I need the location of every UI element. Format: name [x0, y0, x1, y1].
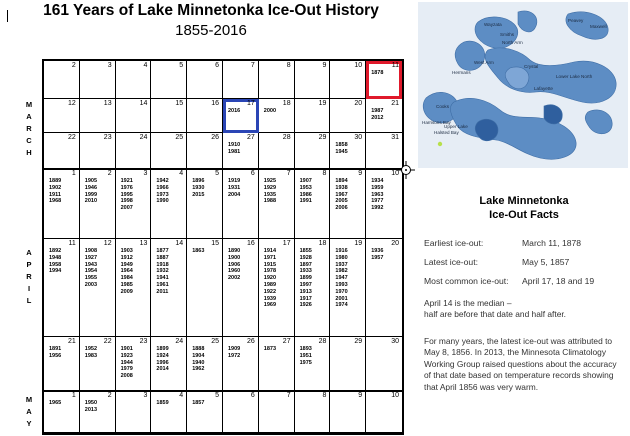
calendar-day-march-13: [80, 99, 116, 133]
calendar-day-april-7: [259, 169, 295, 239]
ice-out-years: 1907 1953 1986 1991: [299, 178, 312, 205]
calendar-day-may-3: [116, 391, 152, 433]
map-label: Upper Lake: [444, 124, 468, 129]
median-line2: half are before that date and half after.: [424, 309, 567, 320]
day-number: 24: [139, 134, 148, 141]
ice-out-years: 1910 1981: [228, 142, 241, 155]
day-number: 29: [318, 134, 327, 141]
month-letter: A: [26, 112, 32, 121]
calendar-day-may-1: [44, 391, 80, 433]
day-number: 3: [143, 392, 148, 399]
calendar-day-march-5: [151, 61, 187, 99]
day-number: 7: [286, 170, 291, 177]
day-number: 3: [107, 62, 112, 69]
calendar-day-march-10: [330, 61, 366, 99]
text-cursor: [7, 10, 8, 22]
ice-out-years: 1878: [371, 70, 384, 76]
calendar-day-april-28: [295, 337, 331, 391]
day-number: 15: [175, 100, 184, 107]
calendar-day-may-7: [259, 391, 295, 433]
calendar-day-march-20: [330, 99, 366, 133]
map-marker-icon: [438, 142, 442, 146]
history-note: For many years, the latest ice-out was attributed to May 8, 1856. In 2013, the Minnesota Climatology Working Group raised questions about the accuracy of that date based on temperature records showing that April 1856 was very warm.: [424, 336, 617, 392]
calendar-day-may-6: [223, 391, 259, 433]
page-title: 161 Years of Lake Minnetonka Ice-Out History: [43, 2, 379, 19]
ice-out-calendar: [42, 59, 404, 435]
day-number: 6: [215, 62, 219, 69]
calendar-day-april-17: [259, 239, 295, 337]
day-number: 6: [250, 170, 255, 177]
calendar-day-april-2: [80, 169, 116, 239]
day-number: 6: [250, 392, 255, 399]
calendar-day-april-25: [187, 337, 223, 391]
day-number: 10: [391, 392, 399, 399]
day-number: 5: [215, 170, 219, 177]
day-number: 2: [71, 62, 76, 69]
ice-out-years: 1919 1931 2004: [228, 178, 241, 198]
calendar-day-april-27: [259, 337, 295, 391]
ice-out-years: 1925 1929 1935 1988: [263, 178, 277, 205]
ice-out-years: 1891 1956: [49, 346, 62, 359]
day-number: 16: [247, 240, 255, 247]
calendar-day-march-24: [116, 133, 152, 169]
calendar-day-march-21: [366, 99, 402, 133]
fact-most-common: [424, 276, 595, 286]
day-number: 3: [143, 170, 148, 177]
day-number: 12: [68, 100, 76, 107]
calendar-day-april-26: [223, 337, 259, 391]
day-number: 25: [211, 338, 219, 345]
month-letter: H: [26, 148, 32, 157]
day-number: 14: [175, 240, 184, 247]
ice-out-years: 1942 1966 1973 1990: [156, 178, 169, 205]
fact-earliest: [424, 238, 582, 248]
day-number: 2: [107, 170, 112, 177]
day-number: 15: [211, 240, 219, 247]
day-number: 4: [143, 62, 148, 69]
day-number: 1: [71, 170, 76, 177]
day-number: 26: [211, 134, 219, 141]
calendar-day-april-22: [80, 337, 116, 391]
calendar-day-april-15: [187, 239, 223, 337]
month-letter: M: [25, 100, 33, 109]
ice-out-years: 1889 1902 1911 1968: [49, 178, 62, 205]
calendar-day-march-30: [330, 133, 366, 169]
calendar-day-march-9: [295, 61, 331, 99]
day-number: 5: [179, 62, 184, 69]
day-number: 27: [282, 338, 291, 345]
ice-out-years: 1903 1912 1949 1964 1984 1985 2009: [120, 248, 133, 295]
fact-value: March 11, 1878: [522, 238, 582, 248]
ice-out-years: 1916 1980 1937 1982 1947 1993 1970 2001 1974: [335, 248, 348, 309]
ice-out-years: 1892 1948 1958 1994: [49, 248, 62, 275]
month-letter: R: [26, 272, 32, 281]
map-label: Lafayette: [534, 86, 553, 91]
day-number: 25: [175, 134, 184, 141]
fact-label: Earliest ice-out:: [424, 238, 484, 248]
lake-minnetonka-map: [418, 2, 628, 168]
day-number: 24: [175, 338, 184, 345]
month-divider: [44, 168, 402, 170]
calendar-day-april-11: [44, 239, 80, 337]
calendar-day-march-25: [151, 133, 187, 169]
month-letter: P: [26, 260, 32, 269]
month-letter: R: [26, 124, 32, 133]
day-number: 18: [282, 100, 291, 107]
month-letter: M: [25, 395, 33, 404]
month-letter: A: [26, 248, 32, 257]
calendar-day-march-18: [259, 99, 295, 133]
page-subtitle: 1855-2016: [175, 22, 247, 39]
ice-out-years: 1901 1923 1944 1979 2008: [120, 346, 133, 380]
ice-out-years: 1877 1887 1918 1932 1941 1961 2011: [156, 248, 169, 295]
day-number: 5: [215, 392, 219, 399]
day-number: 26: [247, 338, 255, 345]
month-letter: A: [26, 407, 32, 416]
calendar-day-march-2: [44, 61, 80, 99]
calendar-day-march-16: [187, 99, 223, 133]
median-note: [424, 298, 624, 321]
month-letter: L: [26, 296, 32, 305]
ice-out-years: 1965: [49, 400, 62, 406]
month-letter: I: [27, 284, 31, 293]
calendar-day-april-20: [366, 239, 402, 337]
ice-out-years: 1896 1930 2015: [192, 178, 205, 198]
day-number: 10: [391, 170, 399, 177]
map-label: Cooks: [436, 104, 450, 109]
fact-value: May 5, 1857: [522, 257, 570, 267]
day-number: 13: [103, 100, 112, 107]
calendar-day-march-4: [116, 61, 152, 99]
facts-title-line2: Ice-Out Facts: [489, 209, 559, 221]
day-number: 31: [391, 134, 399, 141]
calendar-day-march-29: [295, 133, 331, 169]
ice-out-years: 1857: [192, 400, 205, 406]
day-number: 7: [286, 392, 291, 399]
day-number: 19: [354, 240, 363, 247]
calendar-day-march-7: [223, 61, 259, 99]
calendar-day-april-3: [116, 169, 152, 239]
map-label: Harrisons Bay: [422, 120, 451, 125]
calendar-day-may-4: [151, 391, 187, 433]
calendar-day-march-15: [151, 99, 187, 133]
calendar-day-march-6: [187, 61, 223, 99]
ice-out-years: 1855 1928 1897 1933 1899 1997 1913 1917 1926: [299, 248, 312, 309]
day-number: 8: [322, 170, 327, 177]
month-divider: [44, 390, 402, 392]
ice-out-years: 1905 1946 1999 2010: [84, 178, 98, 205]
day-number: 22: [68, 134, 76, 141]
map-label: Halsted Bay: [434, 130, 459, 135]
compass-icon: [396, 160, 416, 180]
median-line1: April 14 is the median –: [424, 298, 512, 308]
fact-label: Most common ice-out:: [424, 276, 509, 286]
ice-out-years: 2016: [228, 108, 241, 114]
calendar-day-may-2: [80, 391, 116, 433]
ice-out-years: 1859: [156, 400, 169, 406]
map-label: Lower Lake North: [556, 74, 593, 79]
calendar-day-april-8: [295, 169, 331, 239]
facts-title: [424, 194, 624, 222]
day-number: 7: [250, 62, 255, 69]
day-number: 14: [139, 100, 148, 107]
fact-latest: [424, 257, 570, 267]
ice-out-years: 1950 2013: [84, 400, 98, 413]
ice-out-years: 1921 1976 1995 1998 2007: [120, 178, 133, 212]
calendar-day-april-6: [223, 169, 259, 239]
day-number: 21: [391, 100, 399, 107]
map-label: Hermans: [452, 70, 471, 75]
day-number: 29: [354, 338, 363, 345]
ice-out-years: 1863: [192, 248, 205, 254]
day-number: 9: [322, 62, 327, 69]
calendar-day-march-19: [295, 99, 331, 133]
ice-out-years: 1894 1938 1967 2005 2006: [335, 178, 348, 212]
calendar-day-march-3: [80, 61, 116, 99]
calendar-day-april-18: [295, 239, 331, 337]
calendar-day-april-23: [116, 337, 152, 391]
day-number: 17: [247, 100, 255, 107]
day-number: 19: [318, 100, 327, 107]
map-label: Peavey: [568, 18, 584, 23]
calendar-day-march-22: [44, 133, 80, 169]
map-label: North Arm: [502, 40, 523, 45]
calendar-day-april-30: [366, 337, 402, 391]
day-number: 1: [71, 392, 76, 399]
map-label: West Arm: [474, 60, 494, 65]
map-label: Maxwell: [590, 24, 607, 29]
calendar-day-april-9: [330, 169, 366, 239]
calendar-day-april-12: [80, 239, 116, 337]
day-number: 9: [358, 170, 363, 177]
calendar-day-march-8: [259, 61, 295, 99]
day-number: 9: [358, 392, 363, 399]
day-number: 30: [391, 338, 399, 345]
calendar-day-may-8: [295, 391, 331, 433]
calendar-day-march-12: [44, 99, 80, 133]
calendar-day-march-27: [223, 133, 259, 169]
ice-out-years: 1952 1983: [84, 346, 98, 359]
calendar-day-may-9: [330, 391, 366, 433]
calendar-day-march-14: [116, 99, 152, 133]
day-number: 23: [103, 134, 112, 141]
day-number: 4: [179, 392, 184, 399]
day-number: 16: [211, 100, 219, 107]
day-number: 28: [318, 338, 327, 345]
calendar-day-march-23: [80, 133, 116, 169]
calendar-day-april-5: [187, 169, 223, 239]
ice-out-years: 1987 2012: [371, 108, 384, 121]
calendar-day-april-19: [330, 239, 366, 337]
fact-label: Latest ice-out:: [424, 257, 478, 267]
day-number: 8: [322, 392, 327, 399]
ice-out-years: 1893 1951 1975: [299, 346, 312, 366]
day-number: 28: [282, 134, 291, 141]
day-number: 20: [391, 240, 399, 247]
day-number: 2: [107, 392, 112, 399]
fact-value: April 17, 18 and 19: [522, 276, 595, 286]
map-label: Wayzata: [484, 22, 502, 27]
calendar-day-april-4: [151, 169, 187, 239]
ice-out-years: 1888 1904 1940 1962: [192, 346, 205, 373]
calendar-day-march-26: [187, 133, 223, 169]
day-number: 11: [68, 240, 76, 247]
map-label: Smiths: [500, 32, 515, 37]
calendar-day-april-13: [116, 239, 152, 337]
ice-out-years: 1936 1957: [371, 248, 384, 261]
day-number: 11: [391, 62, 399, 69]
calendar-day-april-14: [151, 239, 187, 337]
day-number: 22: [103, 338, 112, 345]
month-letter: Y: [26, 419, 32, 428]
day-number: 10: [354, 62, 363, 69]
day-number: 17: [282, 240, 291, 247]
ice-out-years: 1890 1900 1906 1960 2002: [228, 248, 241, 282]
ice-out-years: 1873: [263, 346, 277, 352]
facts-title-line1: Lake Minnetonka: [479, 195, 569, 207]
ice-out-years: 2000: [263, 108, 277, 114]
day-number: 13: [139, 240, 148, 247]
ice-out-years: 1908 1927 1943 1954 1955 2003: [84, 248, 98, 288]
ice-out-years: 1899 1924 1996 2014: [156, 346, 169, 373]
ice-out-years: 1914 1971 1915 1978 1920 1989 1922 1939 1969: [263, 248, 277, 309]
ice-out-years: 1909 1972: [228, 346, 241, 359]
month-letter: C: [26, 136, 32, 145]
calendar-day-april-1: [44, 169, 80, 239]
day-number: 21: [68, 338, 76, 345]
calendar-day-march-17: [223, 99, 259, 133]
calendar-day-april-21: [44, 337, 80, 391]
day-number: 23: [139, 338, 148, 345]
day-number: 12: [103, 240, 112, 247]
calendar-day-april-16: [223, 239, 259, 337]
day-number: 27: [247, 134, 255, 141]
calendar-day-march-11: [366, 61, 402, 99]
calendar-day-may-5: [187, 391, 223, 433]
calendar-day-may-10: [366, 391, 402, 433]
ice-out-years: 1934 1959 1963 1977 1992: [371, 178, 384, 212]
day-number: 20: [354, 100, 363, 107]
day-number: 18: [318, 240, 327, 247]
day-number: 8: [286, 62, 291, 69]
ice-out-years: 1858 1945: [335, 142, 348, 155]
day-number: 30: [354, 134, 363, 141]
day-number: 4: [179, 170, 184, 177]
calendar-day-march-28: [259, 133, 295, 169]
calendar-day-april-24: [151, 337, 187, 391]
calendar-day-april-29: [330, 337, 366, 391]
map-label: Crystal: [524, 64, 539, 69]
